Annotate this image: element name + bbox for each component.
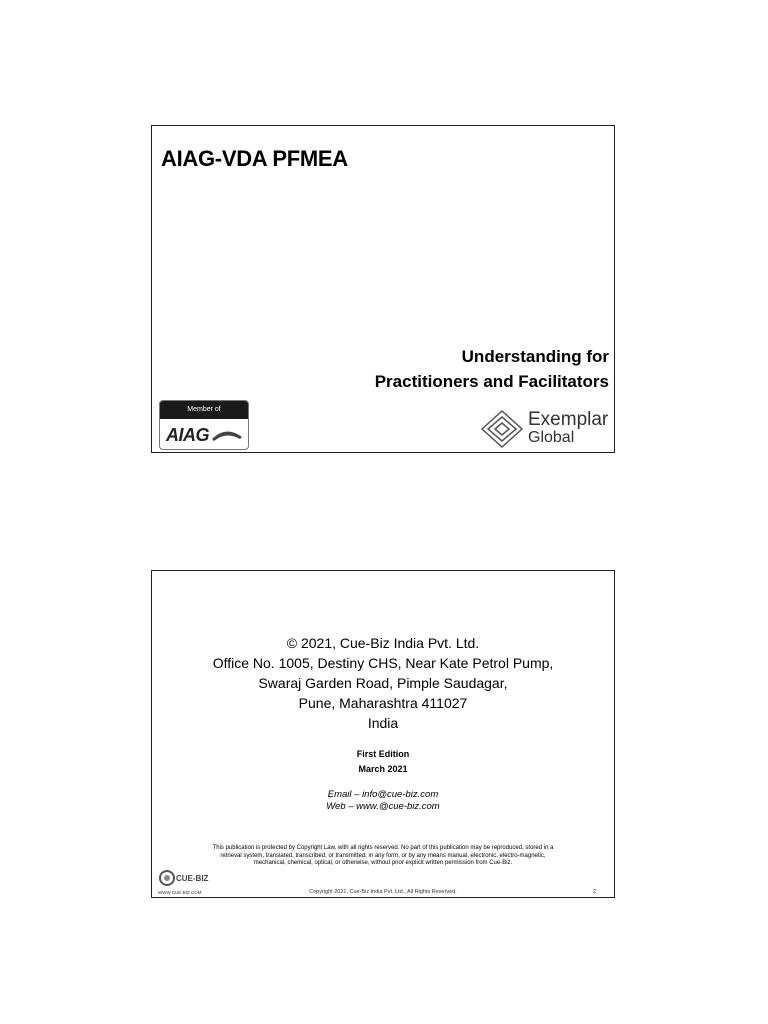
contact-info <box>152 789 614 813</box>
copyright-slide <box>151 570 615 898</box>
edition-info <box>152 747 614 777</box>
address-line-4: India <box>367 715 399 731</box>
edition-label: First Edition <box>356 749 410 759</box>
edition-date: March 2021 <box>358 764 408 774</box>
slide-subtitle <box>375 344 609 394</box>
copyright-line: © 2021, Cue-Biz India Pvt. Ltd. <box>286 635 480 651</box>
page-number: 2 <box>592 889 596 895</box>
exemplar-wordmark: Exemplar <box>528 409 609 430</box>
title-slide <box>151 125 615 453</box>
legal-line-2: retrieval system, translated, transcribed, or transmitted, in any form, or by any means manual, electronic, electro-magnetic, <box>220 852 546 859</box>
email-line: Email – info@cue-biz.com <box>327 789 439 800</box>
publisher-address <box>152 633 614 733</box>
exemplar-global-logo <box>480 409 608 449</box>
subtitle-line-2: Practitioners and Facilitators <box>374 372 609 391</box>
subtitle-line-1: Understanding for <box>461 347 609 366</box>
member-of-label: Member of <box>160 401 248 419</box>
cue-biz-logo <box>158 869 210 887</box>
slide-title: AIAG-VDA PFMEA <box>161 146 348 171</box>
exemplar-diamond-icon <box>480 409 524 449</box>
address-line-2: Swaraj Garden Road, Pimple Saudagar, <box>258 675 508 691</box>
copyright-footer: Copyright 2021, Cue-Biz India Pvt. Ltd., All Rights Reserved. <box>309 889 457 895</box>
cue-biz-mark-icon <box>158 869 210 887</box>
website-footer: WWW.CUE-BIZ.COM <box>158 890 202 895</box>
cue-biz-wordmark: CUE-BIZ <box>176 874 209 883</box>
global-wordmark: Global <box>528 429 575 446</box>
legal-line-1: This publication is protected by Copyright Law, with all rights reserved. No part of this publication may be reproduced, stored in a <box>212 845 554 851</box>
aiag-swoosh-icon <box>210 427 244 443</box>
legal-line-3: mechanical, chemical, optical, or otherwise, without prior explicit written permission from Cue-Biz. <box>253 860 513 866</box>
legal-notice <box>172 845 594 868</box>
web-line: Web – www.@cue-biz.com <box>326 801 440 812</box>
aiag-member-logo <box>159 400 249 450</box>
address-line-3: Pune, Maharashtra 411027 <box>298 695 468 711</box>
aiag-wordmark: AIAG <box>166 425 209 445</box>
address-line-1: Office No. 1005, Destiny CHS, Near Kate Petrol Pump, <box>212 655 554 671</box>
